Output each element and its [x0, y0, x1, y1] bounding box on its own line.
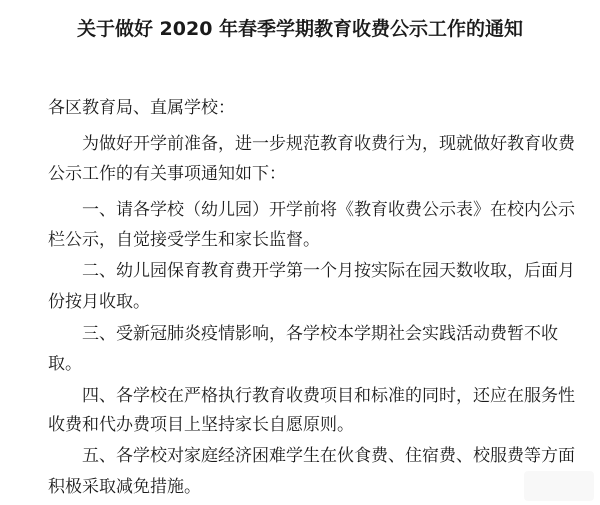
item-3-line: 三、受新冠肺炎疫情影响，各学校本学期社会实践活动费暂不收 [82, 324, 558, 344]
item-2-line: 二、幼儿园保育教育费开学第一个月按实际在园天数收取，后面月 [82, 261, 575, 281]
item-4-line: 收费和代办费项目上坚持家长自愿原则。 [48, 415, 354, 435]
salutation: 各区教育局、直属学校： [48, 98, 235, 118]
item-4-line: 四、各学校在严格执行教育收费项目和标准的同时，还应在服务性 [82, 386, 575, 406]
item-5-line: 积极采取减免措施。 [48, 477, 201, 497]
watermark [524, 471, 594, 501]
body-line: 公示工作的有关事项通知如下： [48, 164, 286, 184]
item-5-line: 五、各学校对家庭经济困难学生在伙食费、住宿费、校服费等方面 [82, 446, 575, 466]
item-2-line: 份按月收取。 [48, 292, 150, 312]
item-1-line: 栏公示，自觉接受学生和家长监督。 [48, 230, 320, 250]
document-title: 关于做好 2020 年春季学期教育收费公示工作的通知 [76, 18, 524, 40]
item-1-line: 一、请各学校（幼儿园）开学前将《教育收费公示表》在校内公示 [82, 200, 575, 220]
body-line: 为做好开学前准备，进一步规范教育收费行为，现就做好教育收费 [82, 134, 575, 154]
item-3-line: 取。 [48, 354, 82, 374]
